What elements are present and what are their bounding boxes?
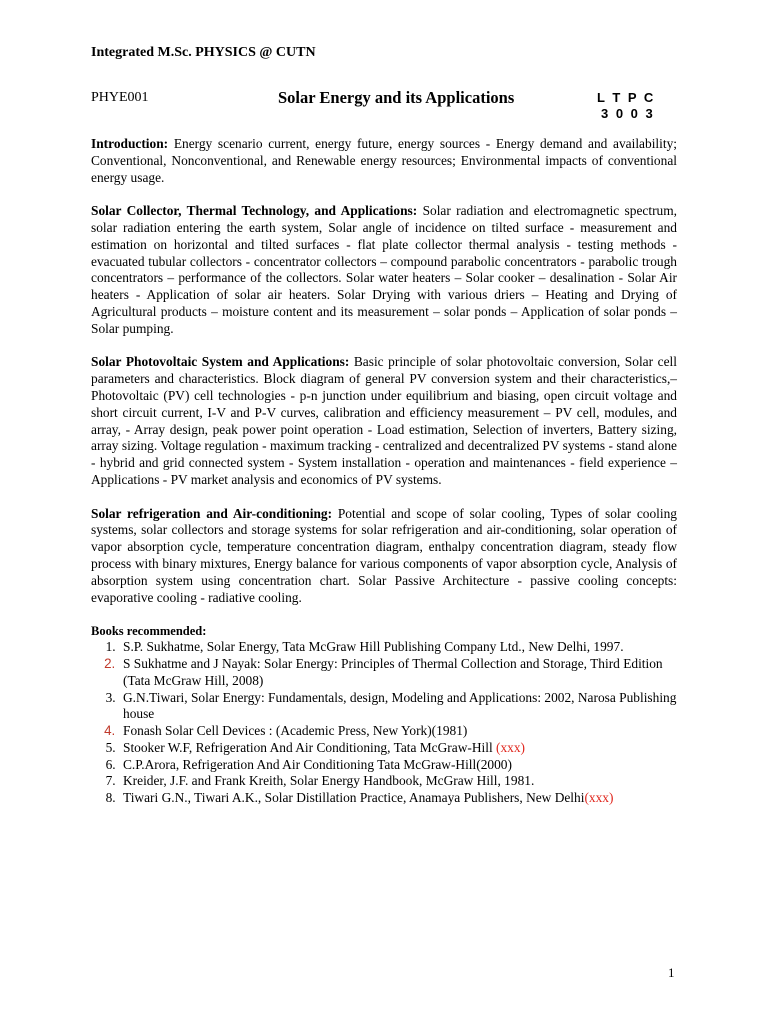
section-photovoltaic [91, 354, 677, 488]
book-item [119, 740, 677, 757]
ltpc-values: 3 0 0 3 [601, 106, 655, 121]
book-text: Kreider, J.F. and Frank Kreith, Solar Energy Handbook, McGraw Hill, 1981. [123, 773, 535, 789]
section-text: Basic principle of solar photovoltaic conversion, Solar cell parameters and characteristics. Block diagram of general PV conversion system and their characteristics,– Photovoltaic (PV) cell technologies - p-n junction under equilibrium and biasing, open circuit voltage and short circuit current, I-V and P-V curves, calibration and efficiency measurement – PV cell, modules, and array, - Array design, peak power point operation - Load estimation, Selection of inverters, Battery sizing, array sizing. Voltage regulation - maximum tracking - centralized and decentralized PV systems - stand alone - hybrid and grid connected system - System installation - operation and maintenances - field experience – Applications - PV market analysis and economics of PV systems. [91, 354, 677, 487]
book-text: C.P.Arora, Refrigeration And Air Conditioning Tata McGraw-Hill(2000) [123, 756, 512, 772]
books-heading: Books recommended: [91, 624, 207, 639]
book-item [119, 757, 677, 774]
syllabus-body [91, 136, 677, 807]
book-note: (xxx) [496, 739, 526, 755]
book-text: G.N.Tiwari, Solar Energy: Fundamentals, design, Modeling and Applications: 2002, Narosa Publishing house [123, 689, 677, 722]
ltpc-labels: L T P C [597, 90, 656, 105]
book-item [119, 773, 677, 790]
book-text: Tiwari G.N., Tiwari A.K., Solar Distillation Practice, Anamaya Publishers, New Delhi [123, 790, 585, 806]
book-item [119, 723, 677, 740]
book-note: (xxx) [584, 790, 614, 806]
course-row [91, 88, 677, 122]
book-text: Stooker W.F, Refrigeration And Air Conditioning, Tata McGraw-Hill [123, 739, 497, 755]
course-title: Solar Energy and its Applications [278, 88, 515, 107]
section-text: Energy scenario current, energy future, energy sources - Energy demand and availability; Conventional, Nonconventional, and Renewable energy resources; Environmental impacts of conventional energy usage. [91, 136, 677, 185]
book-text: S Sukhatme and J Nayak: Solar Energy: Principles of Thermal Collection and Storage, Third Edition (Tata McGraw Hill, 2008) [123, 655, 663, 688]
section-heading: Introduction: [91, 136, 169, 151]
section-text: Potential and scope of solar cooling, Types of solar cooling systems, solar collectors and storage systems for solar refrigeration and air-conditioning, solar operation of vapor absorption cycle, temperature concentration diagram, enthalpy concentration diagram, steady flow process with binary mixtures, Energy balance for various components of vapor absorption cycle, Analysis of absorption system using concentration chart. Solar Passive Architecture - passive cooling concepts: evaporative cooling - radiative cooling. [91, 505, 677, 605]
book-item [119, 656, 677, 690]
section-heading: Solar Photovoltaic System and Applications: [91, 354, 350, 370]
section-text: Solar radiation and electromagnetic spectrum, solar radiation entering the earth system, Solar angle of incidence on tilted surface - measurement and estimation on horizontal and tilted surfaces - flat plate collector thermal analysis - testing methods - evacuated tubular collectors - concentrator collectors – compound parabolic concentrators - parabolic trough concentrators – performance of the collectors. Solar water heaters – Solar cooker – desalination - Solar Air heaters - Application of solar air heaters. Solar Drying with various driers – Heating and Drying of Agricultural products – moisture content and its measurement – solar ponds – Application of solar ponds – Solar pumping. [91, 203, 677, 336]
section-solar-collector [91, 203, 677, 337]
book-text: S.P. Sukhatme, Solar Energy, Tata McGraw Hill Publishing Company Ltd., New Delhi, 1997. [123, 639, 624, 655]
section-heading: Solar Collector, Thermal Technology, and Applications: [91, 203, 418, 219]
page-number: 1 [668, 965, 675, 980]
section-heading: Solar refrigeration and Air-conditioning: [91, 505, 333, 521]
book-item [119, 790, 677, 807]
course-code: PHYE001 [91, 90, 149, 105]
section-introduction [91, 136, 677, 186]
book-item [119, 690, 677, 724]
ltpc-block [597, 90, 655, 122]
book-text: Fonash Solar Cell Devices : (Academic Press, New York)(1981) [123, 723, 468, 739]
program-header: Integrated M.Sc. PHYSICS @ CUTN [91, 45, 316, 60]
section-refrigeration [91, 506, 677, 607]
books-list [91, 639, 677, 807]
book-item [119, 639, 677, 656]
